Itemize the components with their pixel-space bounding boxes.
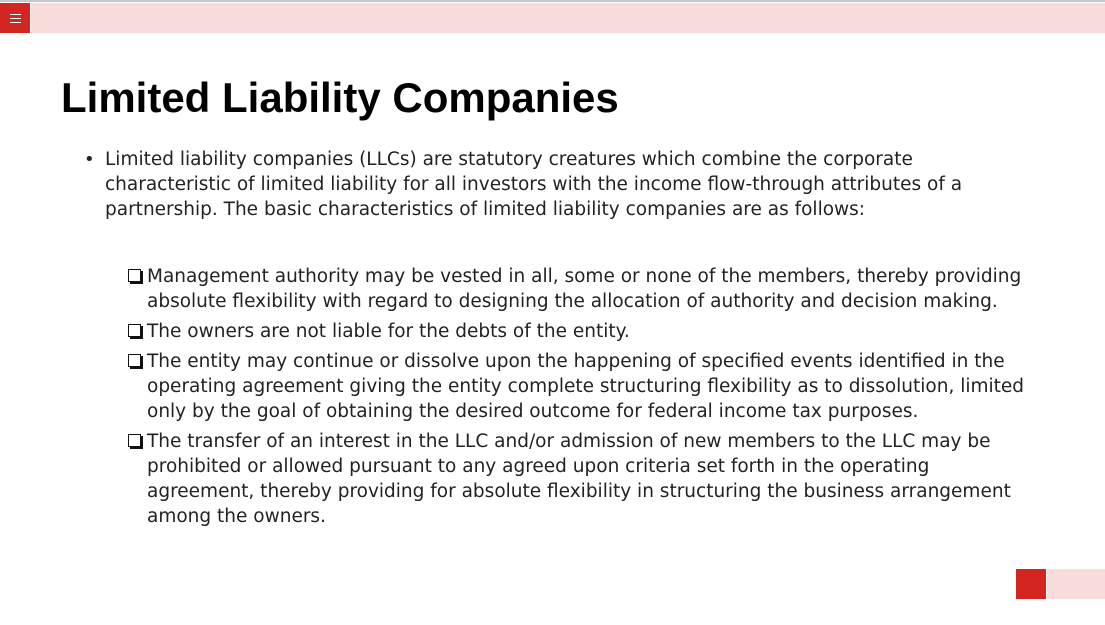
list-item-text: The transfer of an interest in the LLC and/or admission of new members to the LLC may be prohibited or allowed pursuant to any agreed upon criteria set forth in the operating agreement, thereby providing for absolute flexibility in structuring the business arrangement among the owners. <box>147 431 1011 527</box>
checkbox-bullet-icon <box>128 434 141 447</box>
list-item-text: The owners are not liable for the debts of the entity. <box>147 321 630 342</box>
header-band <box>31 3 1105 33</box>
list-item <box>126 264 1026 314</box>
menu-button[interactable] <box>0 3 30 33</box>
checkbox-bullet-icon <box>128 324 141 337</box>
list-item-text: The entity may continue or dissolve upon the happening of specified events identified in the operating agreement giving the entity complete structuring flexibility as to dissolution, limited only by the goal of obtaining the desired outcome for federal income tax purposes. <box>147 351 1025 422</box>
footer-band <box>1047 569 1105 599</box>
list-item-text: Management authority may be vested in all, some or none of the members, thereby providing absolute flexibility with regard to designing the allocation of authority and decision making. <box>147 266 1022 312</box>
hamburger-menu-icon <box>10 13 21 24</box>
footer-accent-block <box>1016 569 1046 599</box>
list-item <box>126 349 1026 424</box>
checkbox-bullet-icon <box>128 354 141 367</box>
characteristics-list <box>126 264 1026 534</box>
bullet-dot-icon: • <box>84 149 95 170</box>
top-border <box>0 0 1105 2</box>
list-item <box>126 319 1026 344</box>
slide-title: Limited Liability Companies <box>61 74 619 121</box>
list-item <box>126 429 1026 529</box>
intro-bullet-text: Limited liability companies (LLCs) are statutory creatures which combine the corporate characteristic of limited liability for all investors with the income flow-through attributes of a partnership. The basic characteristics of limited liability companies are as follows: <box>105 149 963 220</box>
checkbox-bullet-icon <box>128 269 141 282</box>
